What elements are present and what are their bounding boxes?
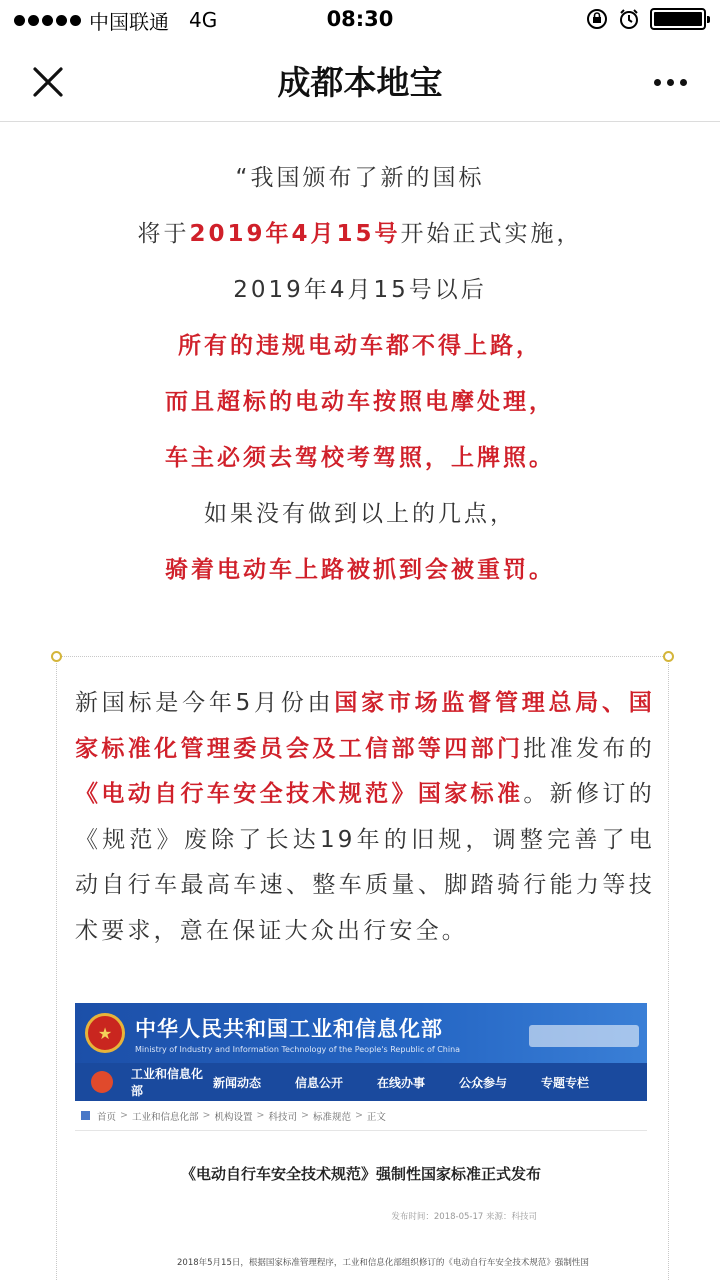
ministry-name: 中华人民共和国工业和信息化部 [135, 1016, 443, 1041]
intro-line: 2019年4月15号以后 [233, 277, 487, 303]
paragraph-text: 批准发布的 [523, 735, 655, 762]
carrier-name: 中国联通 [89, 9, 169, 34]
breadcrumb-item: 科技司 [268, 1111, 297, 1123]
ministry-name-en: Ministry of Industry and Information Technology of the People's Republic of China [135, 1044, 461, 1054]
ministry-logo-icon [91, 1071, 113, 1093]
close-icon [31, 65, 65, 99]
article-meta: 发布时间：2018-05-17 来源：科技司 [391, 1212, 537, 1222]
intro-line-highlight: 而且超标的电动车按照电摩处理， [165, 389, 555, 415]
search-box [529, 1025, 639, 1047]
breadcrumb-item: 工业和信息化部 [131, 1111, 199, 1123]
ministry-nav-item: 专题专栏 [541, 1075, 590, 1090]
intro-line-highlight: 所有的违规电动车都不得上路， [178, 333, 542, 359]
more-button[interactable] [646, 62, 694, 102]
status-icons [586, 8, 706, 30]
highlight-date: 2019年4月15号 [189, 221, 401, 247]
article-box [56, 656, 669, 1280]
nav-bar [0, 40, 720, 122]
ministry-header [75, 1003, 647, 1063]
ministry-nav-item: 信息公开 [295, 1075, 344, 1090]
alarm-icon [618, 8, 640, 30]
intro-line: “我国颁布了新的国标 [235, 165, 485, 191]
national-emblem-icon [85, 1013, 125, 1053]
ministry-nav-item: 公众参与 [459, 1075, 508, 1090]
article-title: 《电动自行车安全技术规范》强制性国家标准正式发布 [180, 1165, 541, 1183]
page-title: 成都本地宝 [277, 63, 443, 102]
clock: 08:30 [326, 7, 394, 31]
article-paragraph [75, 681, 655, 954]
battery-fill [654, 12, 702, 26]
paragraph-text: 。新修订的《规范》废除了长达19年的旧规，调整完善了电动自行车最高车速、整车质量、脚踏骑行能力等技术要求，意在保证大众出行安全。 [75, 781, 655, 944]
ministry-nav-item: 新闻动态 [213, 1075, 262, 1090]
intro-text: 开始正式实施， [400, 221, 583, 247]
home-icon [81, 1111, 90, 1120]
ministry-nav [75, 1063, 647, 1101]
paragraph-text: 新国标是今年5月份由 [75, 690, 335, 716]
corner-decoration [663, 651, 674, 662]
network-type: 4G [189, 8, 218, 32]
rotation-lock-icon [586, 8, 608, 30]
intro-line-highlight: 骑着电动车上路被抓到会被重罚。 [165, 557, 555, 583]
corner-decoration [51, 651, 62, 662]
intro-text: 将于 [137, 221, 190, 247]
breadcrumb-item: 机构设置 [214, 1111, 253, 1123]
breadcrumb: 首页 > 工业和信息化部 > 机构设置 > 科技司 > 标准规范 > 正文 [75, 1101, 647, 1131]
intro-section [0, 150, 720, 598]
ministry-nav-item: 在线办事 [377, 1075, 426, 1090]
article-first-line: 2018年5月15日，根据国家标准管理程序，工业和信息化部组织修订的《电动自行车安全技术规范》强制性国 [177, 1258, 589, 1268]
paragraph-highlight: 《电动自行车安全技术规范》国家标准 [75, 781, 524, 807]
status-bar [0, 0, 720, 40]
intro-line: 如果没有做到以上的几点， [204, 501, 516, 527]
battery-icon [650, 8, 706, 30]
close-button[interactable] [28, 62, 68, 102]
intro-line [0, 206, 720, 262]
paragraph-highlight: 国家市场监督管理总局、国家标准化管理委员会及工信部等四部门 [75, 690, 655, 762]
embedded-screenshot[interactable] [75, 1003, 647, 1280]
breadcrumb-item: 正文 [366, 1111, 386, 1123]
breadcrumb-item: 标准规范 [312, 1111, 351, 1123]
more-icon [654, 79, 661, 86]
intro-line-highlight: 车主必须去驾校考驾照，上牌照。 [165, 445, 555, 471]
ministry-nav-item: 工业和信息化部 [131, 1067, 204, 1098]
breadcrumb-item: 首页 [97, 1111, 117, 1123]
